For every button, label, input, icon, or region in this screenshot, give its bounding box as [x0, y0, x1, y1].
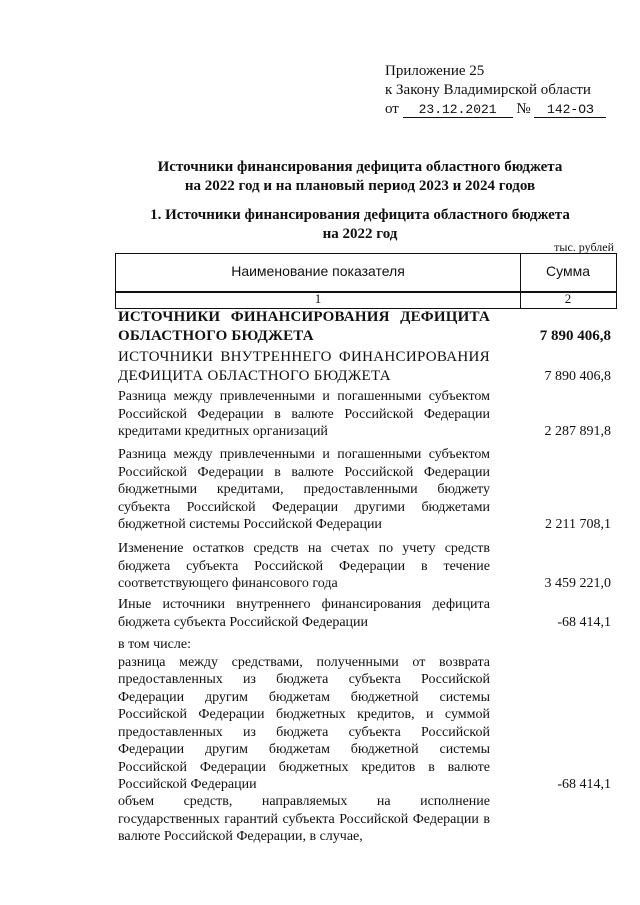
row-value: 3 459 221,0 [544, 576, 611, 591]
section-title-line-1: 1. Источники финансирования дефицита областного бюджета [150, 207, 570, 223]
row-value: -68 414,1 [557, 614, 611, 630]
row-value: 7 890 406,8 [544, 369, 611, 384]
row-value: 2 211 708,1 [545, 517, 611, 532]
row-label: разница между средствами, полученными от возврата предоставленных из бюджета субъекта Российской Федерации другим бюджетам бюджетной системы Российской Федерации бюджетных кредитов, и суммой предоставленных из бюджета субъекта Российской Федерации другим бюджетам бюджетной системы Российской Федерации бюджетных кредитов в валюте Российской Федерации [118, 654, 490, 792]
appendix-date-prefix: от [385, 101, 399, 117]
table-row [118, 446, 614, 534]
header-name-column: Наименование показателя [231, 263, 405, 279]
row-value: 2 287 891,8 [544, 424, 611, 439]
table-row [118, 388, 614, 441]
section-title [100, 206, 620, 244]
row-label: объем средств, направляемых на исполнение государственных гарантий субъекта Российской Федерации в валюте Российской Федерации, в случае, [118, 794, 490, 844]
row-label: ИСТОЧНИКИ ВНУТРЕННЕГО ФИНАНСИРОВАНИЯ ДЕФИЦИТА ОБЛАСТНОГО БЮДЖЕТА [118, 349, 490, 384]
table-header [115, 253, 617, 292]
section-title-line-2: на 2022 год [322, 226, 398, 242]
table-column-numbers [115, 292, 617, 309]
column-number-2: 2 [564, 291, 572, 306]
row-label: Разница между привлеченными и погашенными субъектом Российской Федерации в валюте Российской Федерации бюджетными кредитами, предоставленными бюджету субъекта Российской Федерации другими бюджетами бюджетной системы Российской Федерации [118, 447, 490, 532]
header-sum-column: Сумма [546, 263, 590, 279]
column-number-1: 1 [314, 291, 322, 306]
table-row [118, 308, 614, 346]
document-title-line-2: на 2022 год и на плановый период 2023 и 2024 годов [184, 178, 536, 194]
table-row [118, 348, 614, 386]
row-intro: в том числе: [118, 637, 191, 652]
row-value: 7 890 406,8 [539, 328, 611, 344]
row-value: -68 414,1 [557, 777, 611, 792]
table-row [118, 636, 614, 794]
table-row [118, 596, 614, 631]
appendix-date: 23.12.2021 [403, 102, 513, 118]
document-title-line-1: Источники финансирования дефицита областного бюджета [157, 159, 563, 175]
row-label: Иные источники внутреннего финансирования дефицита бюджета субъекта Российской Федерации [118, 597, 490, 630]
document-title [100, 158, 620, 196]
units-label: тыс. рублей [554, 240, 614, 254]
appendix-block [385, 62, 606, 119]
row-label-group [118, 636, 490, 794]
appendix-title: Приложение 25 [385, 63, 485, 79]
row-label: Разница между привлеченными и погашенными субъектом Российской Федерации в валюте Российской Федерации кредитами кредитных организаций [118, 389, 490, 439]
appendix-law: к Закону Владимирской области [385, 82, 591, 98]
appendix-number: 142-ОЗ [534, 102, 606, 118]
table-row [118, 540, 614, 593]
appendix-date-number [385, 100, 606, 119]
table-row [118, 793, 614, 846]
row-label: Изменение остатков средств на счетах по учету средств бюджета субъекта Российской Федерации в течение соответствующего финансового года [118, 541, 490, 591]
appendix-number-sign: № [516, 101, 531, 117]
row-label: ИСТОЧНИКИ ФИНАНСИРОВАНИЯ ДЕФИЦИТА ОБЛАСТНОГО БЮДЖЕТА [118, 309, 490, 344]
